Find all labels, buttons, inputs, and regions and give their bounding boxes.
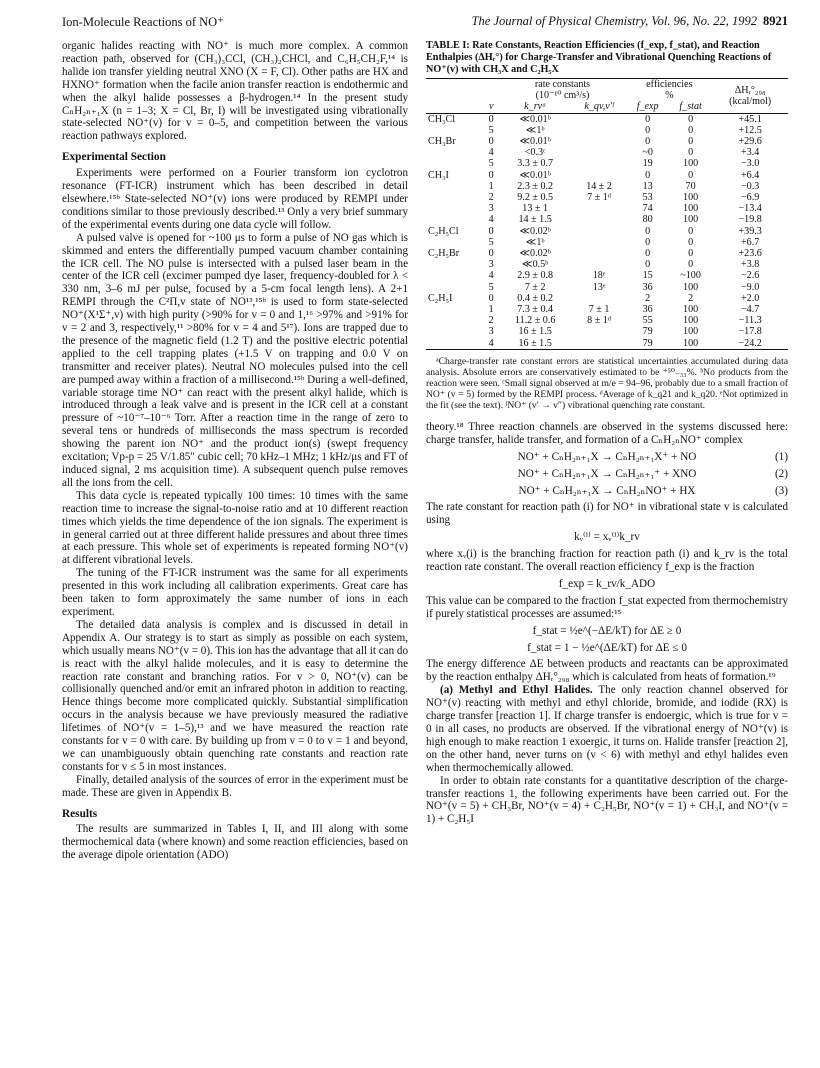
cell-dh: −17.8 bbox=[738, 326, 762, 338]
equation-3 bbox=[426, 485, 788, 498]
table-row bbox=[426, 282, 788, 293]
cell-molecule bbox=[426, 158, 484, 169]
cell-fexp: 0 bbox=[645, 113, 651, 125]
cell-krv: 7 ± 2 bbox=[524, 281, 546, 293]
cell-krv: 13 ± 1 bbox=[522, 203, 549, 215]
page-number: 8921 bbox=[763, 14, 788, 28]
cell-fstat: 0 bbox=[688, 248, 694, 260]
cell-kq bbox=[572, 214, 627, 225]
cell-dh: +6.7 bbox=[740, 236, 760, 248]
cell-fexp: 0 bbox=[645, 124, 651, 136]
col-header-krv: k_rvᵃ bbox=[499, 101, 572, 113]
cell-fexp: 2 bbox=[645, 292, 651, 304]
paragraph-energy: The energy difference ΔE between products and reactants can be approximated by the reaction enthalpy ΔHᵣ°₂₉₈ which is calculated from heats of formation.¹⁹ bbox=[426, 658, 788, 684]
cell-molecule bbox=[426, 237, 484, 248]
dh-units: (kcal/mol) bbox=[729, 95, 772, 107]
cell-krv: ≪0.01ᵇ bbox=[519, 136, 551, 148]
cell-v: 3 bbox=[488, 259, 494, 271]
table-row bbox=[426, 259, 788, 270]
cell-krv: 9.2 ± 0.5 bbox=[517, 192, 554, 204]
cell-kq bbox=[572, 237, 627, 248]
cell-molecule: CH₃Br bbox=[428, 136, 456, 148]
cell-krv: 14 ± 1.5 bbox=[518, 214, 552, 226]
cell-v: 4 bbox=[488, 337, 494, 349]
cell-dh: +3.4 bbox=[740, 147, 760, 159]
table-row bbox=[426, 338, 788, 350]
cell-fexp: 0 bbox=[645, 259, 651, 271]
equation-1 bbox=[426, 451, 788, 464]
cell-molecule bbox=[426, 203, 484, 214]
paragraph-efficiency: where xᵥ(i) is the branching fraction for reaction path (i) and k_rv is the total reaction rate constant. The overall reaction efficiency f_exp is the fraction bbox=[426, 548, 788, 574]
paragraph-experimental-5: The detailed data analysis is complex and is discussed in detail in Appendix A. Our strategy is to start as simply as possible on each system, which usually means NO⁺(v = 0). This ion has the advantage that all it can do is react with the alkyl halide molecules, and it is easy to determine the reaction rate constant and branching ratios. For v > 0, NO⁺(v) can be collisionally quenched and/or emit an infrared photon in addition to reacting. Hence things become more complicated quickly. Substantial simplification occurs in the analysis because we have previously measured the radiative lifetimes of NO⁺(v = 1–5),¹³ and we have measured the reaction rate constants for v = 0 with care. By building up from v = 0 to v = 1 and beyond, we can unambiguously obtain quenching rate constants and reaction rate constants for v ≤ 5 in most instances. bbox=[62, 618, 408, 773]
cell-molecule bbox=[426, 181, 484, 192]
cell-kq bbox=[572, 259, 627, 270]
cell-molecule bbox=[426, 125, 484, 136]
paragraph-methyl-ethyl bbox=[426, 684, 788, 774]
table-row bbox=[426, 192, 788, 203]
col-header-fstat: f_stat bbox=[669, 101, 712, 113]
equation-fstat-pos: f_stat = ½e^(−ΔE/kT) for ΔE ≥ 0 bbox=[532, 624, 682, 637]
table-row bbox=[426, 125, 788, 136]
cell-dh: +29.6 bbox=[738, 136, 762, 148]
cell-v: 5 bbox=[488, 281, 494, 293]
cell-kq bbox=[572, 147, 627, 158]
heading-experimental: Experimental Section bbox=[62, 151, 166, 164]
cell-dh: +39.3 bbox=[738, 225, 762, 237]
cell-v: 4 bbox=[488, 147, 494, 159]
cell-fstat: 0 bbox=[688, 259, 694, 271]
cell-krv: <0.3ᶜ bbox=[524, 147, 546, 159]
group-rate-units: (10⁻¹⁰ cm³/s) bbox=[535, 90, 590, 102]
cell-fstat: 100 bbox=[683, 158, 699, 170]
equation-1-body: NO⁺ + CₙH₂ₙ₊₁X → CₙH₂ₙ₊₁X⁺ + NO bbox=[517, 450, 697, 463]
cell-molecule: CH₃I bbox=[428, 169, 449, 181]
table-row bbox=[426, 293, 788, 304]
cell-molecule bbox=[426, 192, 484, 203]
cell-dh: −19.8 bbox=[738, 214, 762, 226]
cell-krv: ≪0.02ᵇ bbox=[519, 248, 551, 260]
cell-dh: −24.2 bbox=[738, 337, 762, 349]
cell-kq bbox=[572, 170, 627, 181]
cell-krv: 0.4 ± 0.2 bbox=[517, 292, 554, 304]
cell-fstat: 100 bbox=[683, 203, 699, 215]
table-row bbox=[426, 270, 788, 281]
cell-kq bbox=[572, 248, 627, 259]
cell-dh: −11.3 bbox=[738, 315, 762, 327]
cell-fstat: 2 bbox=[688, 292, 694, 304]
cell-dh: −0.3 bbox=[740, 180, 760, 192]
table-row bbox=[426, 147, 788, 158]
cell-fstat: 100 bbox=[683, 192, 699, 204]
group-rate-constants bbox=[499, 79, 627, 102]
cell-v: 4 bbox=[488, 214, 494, 226]
cell-dh: −9.0 bbox=[740, 281, 760, 293]
col-header-fexp: f_exp bbox=[626, 101, 668, 113]
table-footnote: ᵃCharge-transfer rate constant errors are statistical uncertainties accumulated during data analysis. Absolute errors are conservatively estimated to be ⁺⁵⁰₋₃₃%. ᵇNo products from the reaction were seen. ᶜSmall signal observed at m/e = 94–96, probably due to a small fraction of NO⁺ (v = 5) formed by the REMPI process. ᵈAverage of k_q21 and k_q20. ᵉNot optimized in the fit (see the text). ᶠNO⁺ (v′ → v″) vibrational quenching rate constant. bbox=[426, 355, 788, 411]
equation-fexp: f_exp = k_rv/k_ADO bbox=[558, 577, 656, 590]
cell-krv: 2.9 ± 0.8 bbox=[517, 270, 554, 282]
cell-kq: 18ᵉ bbox=[592, 270, 606, 282]
cell-v: 0 bbox=[488, 248, 494, 260]
running-header bbox=[62, 14, 788, 32]
equation-2-body: NO⁺ + CₙH₂ₙ₊₁X → CₙH₂ₙ₊₁⁺ + XNO bbox=[517, 467, 697, 480]
cell-krv: 11.2 ± 0.6 bbox=[514, 315, 556, 327]
cell-fexp: 0 bbox=[645, 136, 651, 148]
cell-molecule bbox=[426, 259, 484, 270]
cell-molecule bbox=[426, 338, 484, 350]
paragraph-experimental-2: A pulsed valve is opened for ~100 μs to form a pulse of NO gas which is skimmed and enters the differentially pumped vacuum chamber containing the ICR cell. The NO pulse is intersected with a pulsed laser beam in the center of the ICR cell (excimer pumped dye laser, frequency-doubled for λ < 330 nm, 3–6 mJ per pulse, focused by a 5-cm focal length lens). A 2+1 REMPI through the C²Π,v state of NO¹³,¹⁵ᵇ is used to form state-selected NO⁺(X¹Σ⁺,v) with high purity (>90% for v = 0 and 1,¹⁶ >97% and >91% for v = 2 and 3, respectively,¹¹ >80% for v = 4 and 5¹⁷). Ions are trapped due to the presence of the magnetic field (1.2 T) and the positive electric potential applied to the cell trapping plates (+1.5 V on trapping and 0.0 V on transmitter and receiver plates). Neutral NO molecules pulsed into the cell are pumped away within a fraction of a millisecond.¹⁵ᵇ During a well-defined, variable storage time NO⁺ can react with the present alkyl halide, which is introduced through a leak valve and is present in the ICR cell at a constant pressure of ~10⁻⁷–10⁻⁶ Torr. After a reaction time in the range of zero to several tens or hundreds of milliseconds the mass spectrum is recorded showing the parent ion NO⁺ and the product ion(s) (swept frequency excitation; Vp-p = 25 V/1.85″ cubic cell; 70 kHz–1 MHz; 1 kHz/μs and FT of induced signal, 2 ms acquisition time). A subsequent quench pulse removes all the ions from the cell. bbox=[62, 231, 408, 489]
paragraph-experimental-4: The tuning of the FT-ICR instrument was the same for all experiments presented in this work including all calibration experiments. Great care has been taken to form approximately the same number of ions in each experiment. bbox=[62, 567, 408, 618]
table-row bbox=[426, 113, 788, 125]
cell-fexp: 15 bbox=[642, 270, 653, 282]
cell-v: 1 bbox=[488, 304, 494, 316]
cell-v: 0 bbox=[488, 169, 494, 181]
cell-dh: +2.0 bbox=[740, 292, 760, 304]
table-row bbox=[426, 214, 788, 225]
cell-krv: ≪0.01ᵇ bbox=[519, 113, 551, 125]
cell-v: 2 bbox=[488, 192, 494, 204]
cell-fexp: 80 bbox=[642, 214, 653, 226]
group-eff-label: efficiencies bbox=[646, 79, 693, 90]
cell-kq bbox=[572, 113, 627, 125]
cell-fstat: 100 bbox=[683, 304, 699, 316]
cell-kq bbox=[572, 326, 627, 337]
right-column bbox=[426, 40, 788, 826]
cell-kq: 7 ± 1ᵈ bbox=[587, 192, 611, 204]
cell-molecule bbox=[426, 147, 484, 158]
cell-molecule bbox=[426, 282, 484, 293]
cell-fexp: 79 bbox=[642, 326, 653, 338]
heading-results: Results bbox=[62, 807, 98, 820]
cell-fstat: ~100 bbox=[680, 270, 701, 282]
cell-v: 4 bbox=[488, 270, 494, 282]
cell-dh: −4.7 bbox=[740, 304, 760, 316]
cell-krv: ≪0.02ᵇ bbox=[519, 225, 551, 237]
left-column bbox=[62, 40, 408, 862]
header-journal bbox=[472, 14, 788, 29]
equation-1-number: (1) bbox=[774, 450, 788, 463]
table-row bbox=[426, 203, 788, 214]
paragraph-theory: theory.¹⁸ Three reaction channels are observed in the systems discussed here: charge transfer, halide transfer, and formation of a CₙH₂ₙNO⁺ complex bbox=[426, 420, 788, 446]
cell-molecule bbox=[426, 326, 484, 337]
cell-fexp: 0 bbox=[645, 225, 651, 237]
cell-molecule bbox=[426, 304, 484, 315]
cell-fexp: 79 bbox=[642, 337, 653, 349]
cell-molecule: C₂H₅I bbox=[428, 292, 453, 304]
cell-kq bbox=[572, 293, 627, 304]
cell-krv: ≪0.5ᵇ bbox=[522, 259, 549, 271]
cell-fstat: 0 bbox=[688, 147, 694, 159]
cell-molecule bbox=[426, 270, 484, 281]
paragraph-fstat: This value can be compared to the fraction f_stat expected from thermochemistry if purely statistical processes are assumed:¹⁵ bbox=[426, 594, 788, 620]
cell-fstat: 0 bbox=[688, 124, 694, 136]
cell-fexp: 19 bbox=[642, 158, 653, 170]
cell-kq: 13ᵉ bbox=[592, 281, 606, 293]
cell-dh: −13.4 bbox=[738, 203, 762, 215]
cell-v: 5 bbox=[488, 158, 494, 170]
cell-fstat: 0 bbox=[688, 236, 694, 248]
dh-label: ΔHᵣ°₂₉₈ bbox=[734, 84, 766, 96]
cell-fexp: 36 bbox=[642, 281, 653, 293]
table-row bbox=[426, 181, 788, 192]
cell-kq bbox=[572, 226, 627, 237]
group-eff-units: % bbox=[665, 90, 674, 102]
paragraph-results-1: The results are summarized in Tables I, II, and III along with some thermochemical data (where known) and some reaction efficiencies, based on the average dipole orientation (ADO) bbox=[62, 823, 408, 862]
cell-fexp: 13 bbox=[642, 180, 653, 192]
cell-molecule bbox=[426, 214, 484, 225]
cell-v: 0 bbox=[488, 225, 494, 237]
table-row bbox=[426, 226, 788, 237]
cell-dh: +45.1 bbox=[738, 113, 762, 125]
equation-3-number: (3) bbox=[774, 484, 788, 497]
cell-molecule bbox=[426, 315, 484, 326]
equation-2 bbox=[426, 468, 788, 481]
cell-v: 3 bbox=[488, 203, 494, 215]
cell-krv: 2.3 ± 0.2 bbox=[517, 180, 554, 192]
header-title: Ion-Molecule Reactions of NO⁺ bbox=[62, 15, 224, 29]
equation-2-number: (2) bbox=[774, 467, 788, 480]
cell-fstat: 100 bbox=[683, 281, 699, 293]
group-efficiencies bbox=[626, 79, 712, 102]
paragraph-methyl-ethyl-body: The only reaction channel observed for NO⁺(v) reacting with methyl and ethyl chloride, bromide, and iodide (RX) is charge transfer [reaction 1]. If charge transfer is endoergic, which is true for v = 0 in all cases, no products are observed. If the vibrational energy of NO⁺(v) is high enough to make reaction 1 exoergic, it turns on. Halide transfer [reaction 2], on the other hand, never turns on (v < 6) with methyl and ethyl halides even when thermochemically allowed. bbox=[426, 684, 788, 774]
group-rate-label: rate constants bbox=[534, 79, 591, 90]
cell-fstat: 0 bbox=[688, 225, 694, 237]
equation-branching: kᵥ⁽ⁱ⁾ = xᵥ⁽ⁱ⁾k_rv bbox=[574, 531, 640, 544]
cell-molecule: CH₃Cl bbox=[428, 113, 456, 125]
cell-kq bbox=[572, 125, 627, 136]
cell-krv: ≪0.01ᵇ bbox=[519, 169, 551, 181]
paragraph-rate-def: The rate constant for reaction path (i) for NO⁺ in vibrational state v is calculated using bbox=[426, 501, 788, 527]
equation-3-body: NO⁺ + CₙH₂ₙ₊₁X → CₙH₂ₙNO⁺ + HX bbox=[518, 484, 696, 497]
table-row bbox=[426, 158, 788, 169]
table-row bbox=[426, 304, 788, 315]
cell-krv: 16 ± 1.5 bbox=[518, 326, 552, 338]
cell-kq bbox=[572, 338, 627, 350]
paragraph-intro-cont: organic halides reacting with NO⁺ is much more complex. A common reaction path, observed for (CH₃)₃CCl, (CH₃)₂CHCl, and C₆H₅CH₂F,¹⁴ is halide ion transfer yielding neutral XNO (X = F, Cl). Other paths are HX and HXNO⁺ formation when the facile anion transfer reaction is endothermic and when the alkyl halide possesses a β-hydrogen.¹⁴ In the present study CₙH₂ₙ₊₁X (n = 1–3; X = Cl, Br, I) will be investigated using vibrationally state-selected NO⁺(v) for v = 0–5, and competition between the various reaction pathways explored. bbox=[62, 40, 408, 143]
paragraph-experimental-1: Experiments were performed on a Fourier transform ion cyclotron resonance (FT-ICR) instrument which has been described in detail elsewhere.¹⁵ᵇ State-selected NO⁺(v) ions were produced by REMPI under conditions similar to those previously described.¹³ Only a very brief summary of the experimental events during one data cycle will follow. bbox=[62, 167, 408, 231]
cell-dh: −6.9 bbox=[740, 192, 760, 204]
cell-kq: 8 ± 1ᵈ bbox=[587, 315, 611, 327]
cell-dh: +23.6 bbox=[738, 248, 762, 260]
table-row bbox=[426, 248, 788, 259]
cell-dh: −2.6 bbox=[740, 270, 760, 282]
cell-dh: −3.0 bbox=[740, 158, 760, 170]
cell-fexp: 74 bbox=[642, 203, 653, 215]
cell-fstat: 100 bbox=[683, 315, 699, 327]
col-header-kq: k_qv,v′ᶠ bbox=[572, 101, 627, 113]
cell-dh: +12.5 bbox=[738, 124, 762, 136]
col-header-dh bbox=[712, 79, 788, 114]
table-row bbox=[426, 326, 788, 337]
table-row bbox=[426, 315, 788, 326]
cell-fexp: 0 bbox=[645, 169, 651, 181]
cell-fexp: 53 bbox=[642, 192, 653, 204]
col-header-v: v bbox=[484, 101, 499, 113]
cell-kq bbox=[572, 158, 627, 169]
cell-krv: 7.3 ± 0.4 bbox=[517, 304, 554, 316]
cell-dh: +3.8 bbox=[740, 259, 760, 271]
cell-fstat: 70 bbox=[685, 180, 696, 192]
journal-citation: The Journal of Physical Chemistry, Vol. 96, No. 22, 1992 bbox=[471, 14, 757, 28]
cell-fexp: 36 bbox=[642, 304, 653, 316]
cell-v: 5 bbox=[488, 236, 494, 248]
cell-fstat: 100 bbox=[683, 214, 699, 226]
cell-molecule: C₂H₅Cl bbox=[428, 225, 459, 237]
cell-fstat: 100 bbox=[683, 337, 699, 349]
paragraph-experimental-3: This data cycle is repeated typically 100 times: 10 times with the same reaction time to increase the signal-to-noise ratio and at 10 different reaction times which yields the time dependence of the ion signals. The experiment is in general carried out at three different halide pressures and about three times at each pressure. This whole set of experiments is repeated forming NO⁺(v) at different vibrational levels. bbox=[62, 489, 408, 567]
cell-fexp: 0 bbox=[645, 236, 651, 248]
cell-fstat: 100 bbox=[683, 326, 699, 338]
cell-krv: ≪1ᵇ bbox=[525, 124, 545, 136]
cell-krv: 3.3 ± 0.7 bbox=[517, 158, 554, 170]
cell-fstat: 0 bbox=[688, 136, 694, 148]
cell-molecule: C₂H₅Br bbox=[428, 248, 460, 260]
cell-v: 3 bbox=[488, 326, 494, 338]
cell-v: 0 bbox=[488, 292, 494, 304]
paragraph-experimental-6: Finally, detailed analysis of the sources of error in the experiment must be made. These are given in Appendix B. bbox=[62, 773, 408, 799]
cell-kq: 7 ± 1 bbox=[588, 304, 610, 316]
cell-v: 2 bbox=[488, 315, 494, 327]
cell-fstat: 0 bbox=[688, 169, 694, 181]
table-row bbox=[426, 170, 788, 181]
rate-constants-table bbox=[426, 78, 788, 350]
cell-v: 1 bbox=[488, 180, 494, 192]
cell-v: 0 bbox=[488, 136, 494, 148]
table-row bbox=[426, 237, 788, 248]
paragraph-rate-experiments: In order to obtain rate constants for a quantitative description of the charge-transfer reactions 1, the following experiments have been carried out. For the NO⁺(v = 5) + CH₃Br, NO⁺(v = 4) + C₂H₅Br, NO⁺(v = 1) + CH₃I, and NO⁺(v = 1) + C₂H₅I bbox=[426, 774, 788, 826]
cell-fexp: 55 bbox=[642, 315, 653, 327]
cell-krv: ≪1ᵇ bbox=[525, 236, 545, 248]
cell-v: 0 bbox=[488, 113, 494, 125]
cell-kq bbox=[572, 136, 627, 147]
cell-v: 5 bbox=[488, 124, 494, 136]
cell-fexp: ~0 bbox=[642, 147, 653, 159]
cell-kq: 14 ± 2 bbox=[586, 180, 612, 192]
table-row bbox=[426, 136, 788, 147]
cell-kq bbox=[572, 203, 627, 214]
equation-fstat-neg: f_stat = 1 − ½e^(ΔE/kT) for ΔE ≤ 0 bbox=[527, 641, 687, 654]
cell-fstat: 0 bbox=[688, 113, 694, 125]
table-caption: TABLE I: Rate Constants, Reaction Efficiencies (f_exp, f_stat), and Reaction Enthalpies (ΔHᵣ°) for Charge-Transfer and Vibrational Quenching Reactions of NO⁺(v) with CH₃X and C₂H₅X bbox=[426, 40, 772, 75]
cell-dh: +6.4 bbox=[740, 169, 760, 181]
subheading-methyl-ethyl: (a) Methyl and Ethyl Halides. bbox=[440, 684, 593, 697]
cell-fexp: 0 bbox=[645, 248, 651, 260]
cell-krv: 16 ± 1.5 bbox=[518, 337, 552, 349]
